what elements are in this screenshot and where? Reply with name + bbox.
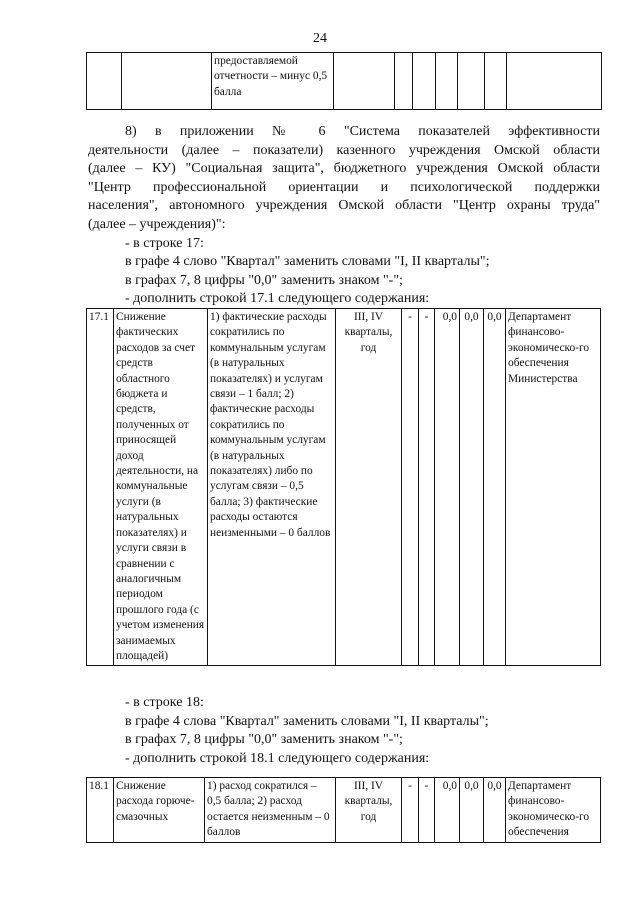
empty-cell [458,53,485,110]
value-cell: 0,0 [484,309,506,666]
criteria-cell: предоставляемой отчетности – минус 0,5 балла [212,53,334,110]
row-number: 18.1 [87,778,114,843]
indicator-cell: Снижение расхода горюче-смазочных [114,778,205,843]
period-cell: III, IV кварталы, год [336,778,402,843]
table-row [87,309,601,666]
list-item: - в строке 18: [125,695,204,710]
list-item: в графах 7, 8 цифры "0,0" заменить знаком "-"; [125,732,403,748]
empty-cell [413,53,436,110]
empty-cell [436,53,458,110]
text-line: "Центр профессиональной ориентации и психологической поддержки [88,179,600,195]
continuation-table [86,52,602,110]
text-line: населения", автономного учреждения Омской области "Центр охраны труда" [88,198,600,214]
list-item: - дополнить строкой 17.1 следующего содержания: [125,291,430,307]
value-cell: 0,0 [435,309,460,666]
list-item: - в строке 17: [125,235,204,251]
text-line: 8) в приложении № 6 "Система показателей эффективности [125,124,600,139]
value-cell: 0,0 [484,778,506,843]
empty-cell [507,53,602,110]
row-17-1-table [86,308,601,666]
empty-cell [485,53,507,110]
criteria-cell: 1) расход сократился – 0,5 балла; 2) расход остается неизменным – 0 баллов [205,778,336,843]
value-cell: 0,0 [460,778,484,843]
row-number: 17.1 [87,309,114,666]
value-cell: - [419,309,435,666]
indicator-cell: Снижение фактических расходов за счет средств областного бюджета и средств, полученных от приносящей доход деятельности, на коммунальные услуги (в натуральных показателях) и услуги связи в сравнении с аналогичным периодом прошлого года (с учетом изменения занимаемых площадей) [114,309,208,666]
table-row [87,778,601,843]
text-line: (далее – КУ) "Социальная защита", бюджетного учреждения Омской области [88,161,600,177]
row-18-1-table [86,777,601,843]
empty-cell [87,53,122,110]
value-cell: 0,0 [435,778,460,843]
value-cell: - [402,778,419,843]
value-cell: 0,0 [460,309,484,666]
value-cell: - [402,309,419,666]
amendment-paragraph-8 [88,123,600,309]
page-number: 24 [313,31,327,46]
empty-cell [334,53,395,110]
list-item: в графах 7, 8 цифры "0,0" заменить знаком "-"; [125,272,403,288]
criteria-cell: 1) фактические расходы сократились по коммунальным услугам (в натуральных показателях) и услугам связи – 1 балл; 2) фактические расходы сократились по коммунальным услугам (в натуральных показателях) либо по услугам связи – 0,5 балла; 3) фактические расходы остаются неизменными – 0 баллов [208,309,336,666]
text-line: деятельности (далее – показатели) казенного учреждения Омской области [88,142,600,158]
period-cell: III, IV кварталы, год [336,309,402,666]
empty-cell [122,53,212,110]
table-row [87,53,602,110]
department-cell: Департамент финансово-экономическо-го обеспечения [506,778,601,843]
department-cell: Департамент финансово-экономическо-го обеспечения Министерства [506,309,601,666]
text-line: (далее – учреждения)": [88,216,226,232]
amendment-paragraph-18 [88,694,600,768]
value-cell: - [419,778,435,843]
list-item: в графе 4 слово "Квартал" заменить словами "I, II кварталы"; [125,254,490,270]
empty-cell [395,53,413,110]
list-item: в графе 4 слова "Квартал" заменить словами "I, II кварталы"; [125,713,489,729]
list-item: - дополнить строкой 18.1 следующего содержания: [125,750,430,766]
